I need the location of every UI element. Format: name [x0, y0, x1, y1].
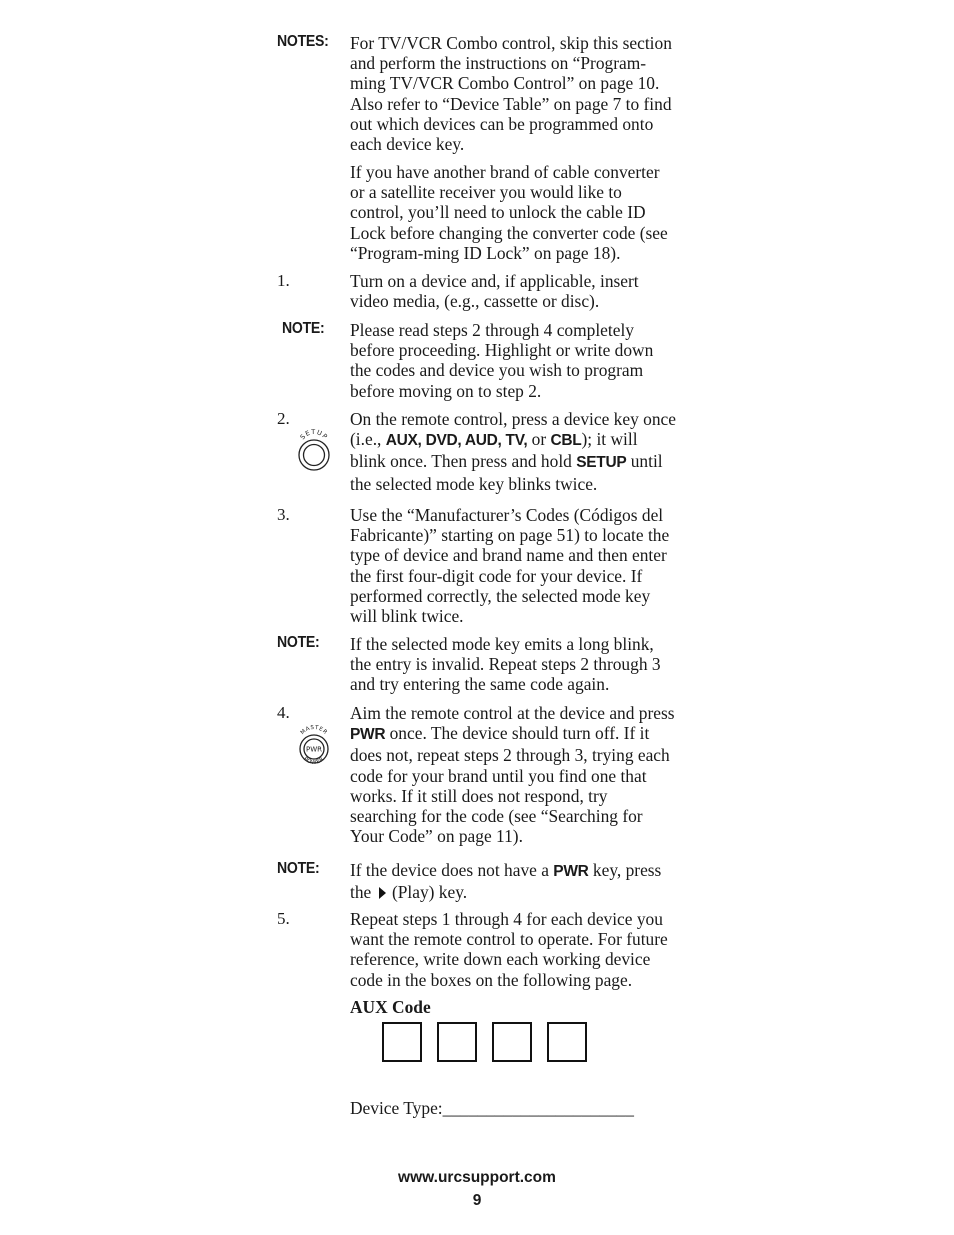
note-text: If the selected mode key emits a long blink, the entry is invalid. Repeat steps 2 through 3 and try entering the same code again.: [350, 634, 661, 695]
note-label: NOTE:: [277, 860, 320, 877]
device-keys-list: AUX, DVD, AUD, TV,: [385, 432, 528, 450]
pwr-key-name: PWR: [350, 726, 386, 744]
support-url: www.urcsupport.com: [398, 1169, 556, 1186]
step-text: Repeat steps 1 through 4 for each device you want the remote control to operate. For future reference, write down each working device code in the boxes on the following page.: [350, 909, 668, 990]
step-number: 4.: [277, 703, 290, 722]
note-text-part: If the device does not have a: [350, 860, 554, 880]
note-label: NOTE:: [282, 320, 325, 337]
cbl-key-name: CBL: [550, 432, 582, 450]
code-digit-box-3[interactable]: [492, 1022, 532, 1062]
step-number: 5.: [277, 909, 290, 928]
device-type-blank[interactable]: ______________________: [442, 1098, 634, 1118]
setup-key-name: SETUP: [576, 454, 627, 472]
play-icon: [379, 887, 386, 899]
step-text-part: or: [527, 429, 551, 450]
step-text-part: Aim the remote control at the device and press: [350, 703, 675, 723]
note-text: Please read steps 2 through 4 completely before proceeding. Highlight or write down the codes and device you wish to program before moving on to step 2.: [350, 320, 654, 401]
svg-text:SETUP: SETUP: [298, 428, 330, 442]
setup-key-icon: [294, 428, 334, 477]
device-type-field: [350, 1098, 634, 1119]
note-text-part: (Play) key.: [387, 882, 468, 903]
svg-text:PWR: PWR: [305, 745, 323, 754]
step-text: [350, 409, 677, 494]
step-text: Use the “Manufacturer’s Codes (Códigos del Fabricante)” starting on page 51) to locate the type of device and brand name and then enter the first four-digit code for your device. If performed correctly, the selected mode key will blink twice.: [350, 505, 670, 627]
notes-label: NOTES:: [277, 33, 329, 50]
notes-paragraph-2: If you have another brand of cable converter or a satellite receiver you would like to control, you’ll need to unlock the cable ID Lock before changing the converter code (see “Program-ming ID Lock” on page 18).: [350, 162, 668, 263]
step-number: 1.: [277, 271, 290, 290]
note-text-part: key, press the: [350, 860, 662, 903]
note-text: [350, 860, 677, 902]
step-text-part: ); it will blink once. Then press and hold: [350, 429, 638, 472]
notes-paragraph-1: For TV/VCR Combo control, skip this section and perform the instructions on “Program-ming TV/VCR Combo Control” on page 10. Also refer to “Device Table” on page 7 to find out which devices can be programmed onto each device key.: [350, 33, 672, 155]
page-number: 9: [472, 1192, 482, 1209]
device-type-label: Device Type:: [350, 1098, 443, 1118]
svg-text:MASTER: MASTER: [299, 725, 329, 737]
pwr-key-name: PWR: [553, 863, 589, 880]
note-label: NOTE:: [277, 634, 320, 651]
step-text: [350, 703, 677, 846]
step-text: Turn on a device and, if applicable, insert video media, (e.g., cassette or disc).: [350, 271, 639, 312]
step-text-part: On the remote control, press a device key once (i.e.,: [350, 409, 676, 450]
code-digit-box-4[interactable]: [547, 1022, 587, 1062]
step-number: 2.: [277, 409, 290, 428]
step-text-part: until the selected mode key blinks twice.: [350, 451, 663, 494]
code-digit-box-2[interactable]: [437, 1022, 477, 1062]
code-digit-box-1[interactable]: [382, 1022, 422, 1062]
svg-text:POWER: POWER: [302, 756, 326, 766]
step-text-part: once. The device should turn off. If it does not, repeat steps 2 through 3, trying each code for your brand until you find one that works. If it still does not respond, try searching for the code (see “Searching for Your Code” on page 11).: [350, 723, 670, 847]
master-power-key-icon: [293, 725, 335, 778]
step-number: 3.: [277, 505, 290, 524]
aux-code-title: AUX Code: [350, 997, 431, 1017]
